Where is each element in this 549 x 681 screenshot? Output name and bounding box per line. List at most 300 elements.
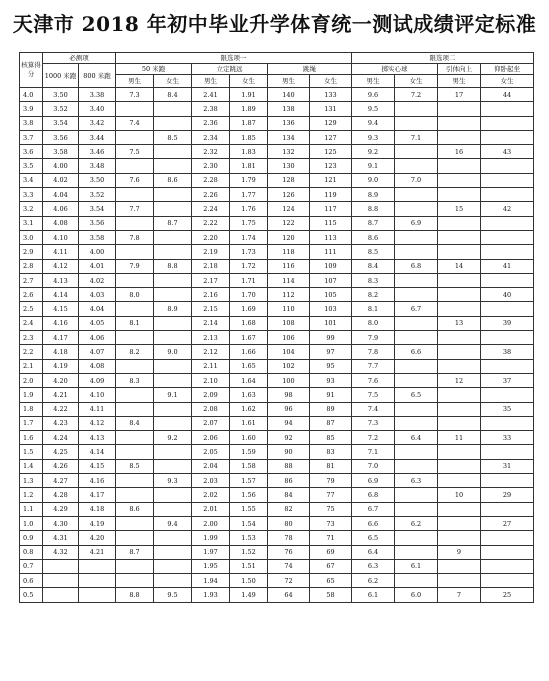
table-cell [116,574,154,588]
score-cell: 1.1 [20,502,43,516]
table-cell: 6.9 [352,474,395,488]
table-row [20,159,534,173]
table-cell: 8.4 [154,88,192,102]
table-cell: 125 [310,145,352,159]
male-header: 男生 [438,75,481,88]
table-cell: 7.3 [352,416,395,430]
table-cell: 1.73 [230,245,268,259]
table-cell: 124 [268,202,310,216]
medicine-ball-header: 掷实心球 [352,64,438,75]
table-cell [481,531,534,545]
table-cell: 25 [481,588,534,602]
table-cell: 8.8 [352,202,395,216]
table-cell: 101 [310,316,352,330]
table-cell: 6.8 [395,259,438,273]
table-cell: 4.28 [43,488,79,502]
table-cell: 1.62 [230,402,268,416]
table-cell: 58 [310,588,352,602]
table-cell: 83 [310,445,352,459]
table-cell [154,102,192,116]
table-cell [395,531,438,545]
score-cell: 2.8 [20,259,43,273]
table-cell [116,159,154,173]
table-cell: 7 [438,588,481,602]
score-cell: 3.6 [20,145,43,159]
table-cell: 1.63 [230,388,268,402]
table-cell: 7.8 [352,345,395,359]
table-cell: 4.17 [43,331,79,345]
table-cell [395,574,438,588]
table-cell [481,502,534,516]
table-cell: 4.26 [43,459,79,473]
table-cell: 2.30 [192,159,230,173]
table-row [20,173,534,187]
table-cell [116,130,154,144]
table-cell: 4.17 [79,488,116,502]
table-cell [438,245,481,259]
score-cell: 2.6 [20,288,43,302]
table-row [20,216,534,230]
table-cell: 110 [268,302,310,316]
table-row [20,302,534,316]
table-cell: 31 [481,459,534,473]
score-cell: 3.0 [20,230,43,244]
score-cell: 3.9 [20,102,43,116]
table-cell: 1.75 [230,216,268,230]
table-cell: 2.00 [192,516,230,530]
table-cell: 121 [310,173,352,187]
table-row [20,459,534,473]
table-cell: 1.81 [230,159,268,173]
table-cell: 4.12 [43,259,79,273]
table-cell [395,273,438,287]
table-cell: 4.01 [79,259,116,273]
table-row [20,88,534,102]
table-cell: 12 [438,373,481,387]
run1000-header: 1000 米跑 [43,64,79,88]
table-cell: 131 [310,102,352,116]
table-cell: 2.03 [192,474,230,488]
table-row [20,116,534,130]
score-cell: 1.9 [20,388,43,402]
table-cell: 4.11 [79,402,116,416]
table-cell: 136 [268,116,310,130]
table-cell: 1.85 [230,130,268,144]
table-cell [116,331,154,345]
table-cell [481,159,534,173]
table-cell: 128 [268,173,310,187]
female-header: 女生 [395,75,438,88]
table-cell: 8.7 [352,216,395,230]
table-cell [395,316,438,330]
table-cell: 2.17 [192,273,230,287]
pull-up-header: 引体向上 [438,64,481,75]
table-cell [481,388,534,402]
female-header: 女生 [310,75,352,88]
table-cell [43,559,79,573]
table-cell: 4.15 [43,302,79,316]
table-cell [395,202,438,216]
table-row [20,359,534,373]
table-cell: 2.12 [192,345,230,359]
table-cell: 9.1 [352,159,395,173]
table-cell [481,359,534,373]
table-cell: 4.12 [79,416,116,430]
table-cell: 2.36 [192,116,230,130]
table-cell: 1.93 [192,588,230,602]
table-cell: 1.69 [230,302,268,316]
table-cell: 96 [268,402,310,416]
score-cell: 1.8 [20,402,43,416]
table-cell: 4.09 [79,373,116,387]
table-cell [116,188,154,202]
table-cell: 1.59 [230,445,268,459]
table-cell: 9.3 [154,474,192,488]
table-row [20,431,534,445]
table-cell [154,230,192,244]
table-cell: 4.13 [79,431,116,445]
table-cell [154,116,192,130]
table-cell [481,116,534,130]
table-cell: 8.6 [352,230,395,244]
table-cell: 7.6 [352,373,395,387]
table-cell: 74 [268,559,310,573]
table-cell [79,574,116,588]
table-cell: 10 [438,488,481,502]
table-cell [438,359,481,373]
table-cell: 81 [310,459,352,473]
table-cell [438,516,481,530]
table-cell: 7.9 [352,331,395,345]
score-cell: 1.6 [20,431,43,445]
table-cell [116,388,154,402]
table-cell: 6.4 [352,545,395,559]
table-cell: 6.2 [395,516,438,530]
male-header: 男生 [116,75,154,88]
table-cell [438,559,481,573]
female-header: 女生 [154,75,192,88]
table-cell [438,345,481,359]
table-cell: 4.02 [79,273,116,287]
table-cell: 4.21 [79,545,116,559]
table-cell [481,331,534,345]
table-cell [79,588,116,602]
table-cell: 3.56 [43,130,79,144]
score-cell: 2.2 [20,345,43,359]
table-cell [154,288,192,302]
table-cell: 42 [481,202,534,216]
table-cell: 4.16 [43,316,79,330]
table-cell: 140 [268,88,310,102]
table-cell: 1.79 [230,173,268,187]
table-cell: 2.02 [192,488,230,502]
table-cell [154,188,192,202]
table-row [20,273,534,287]
table-cell: 7.9 [116,259,154,273]
table-cell: 2.16 [192,288,230,302]
table-cell: 6.3 [395,474,438,488]
table-cell: 2.08 [192,402,230,416]
table-cell [116,488,154,502]
table-cell: 71 [310,531,352,545]
male-header: 男生 [268,75,310,88]
score-cell: 2.1 [20,359,43,373]
table-row [20,259,534,273]
table-cell [395,102,438,116]
table-cell: 4.08 [43,216,79,230]
table-cell: 1.71 [230,273,268,287]
table-cell: 2.07 [192,416,230,430]
table-cell [154,145,192,159]
table-cell: 3.42 [79,116,116,130]
table-cell [79,559,116,573]
table-cell: 2.09 [192,388,230,402]
table-cell [438,402,481,416]
table-cell: 4.06 [79,331,116,345]
table-cell: 9.2 [352,145,395,159]
elective2-group-header: 限选项二 [352,53,534,64]
table-cell: 4.20 [79,531,116,545]
table-cell: 9.1 [154,388,192,402]
table-cell: 104 [268,345,310,359]
table-cell: 1.91 [230,88,268,102]
table-cell: 8.7 [116,545,154,559]
table-row [20,502,534,516]
table-cell: 115 [310,216,352,230]
table-cell: 9.4 [352,116,395,130]
table-cell: 1.72 [230,259,268,273]
score-cell: 4.0 [20,88,43,102]
table-cell: 6.3 [352,559,395,573]
table-cell [395,545,438,559]
table-cell: 4.04 [79,302,116,316]
table-cell [154,273,192,287]
table-cell [395,373,438,387]
table-cell: 9.4 [154,516,192,530]
table-cell [116,273,154,287]
table-cell: 4.00 [43,159,79,173]
table-cell: 4.14 [79,445,116,459]
table-cell: 2.32 [192,145,230,159]
table-cell: 2.20 [192,230,230,244]
table-cell: 67 [310,559,352,573]
table-cell [481,130,534,144]
table-cell: 4.04 [43,188,79,202]
table-cell [438,531,481,545]
score-cell: 0.5 [20,588,43,602]
table-row [20,516,534,530]
table-cell: 116 [268,259,310,273]
table-cell: 2.01 [192,502,230,516]
table-cell: 4.20 [43,373,79,387]
table-cell: 9.6 [352,88,395,102]
table-cell [481,559,534,573]
table-cell [116,359,154,373]
table-cell: 1.87 [230,116,268,130]
long-jump-header: 立定跳远 [192,64,268,75]
table-cell: 120 [268,230,310,244]
table-cell: 2.11 [192,359,230,373]
table-row [20,102,534,116]
table-cell [43,574,79,588]
score-cell: 2.4 [20,316,43,330]
table-cell [481,245,534,259]
table-cell: 27 [481,516,534,530]
table-row [20,331,534,345]
table-cell: 6.8 [352,488,395,502]
table-cell: 7.8 [116,230,154,244]
table-cell: 4.18 [43,345,79,359]
table-cell: 1.61 [230,416,268,430]
table-cell: 65 [310,574,352,588]
table-cell [481,216,534,230]
table-cell [43,588,79,602]
table-row [20,345,534,359]
table-cell: 7.2 [395,88,438,102]
table-cell [481,302,534,316]
table-cell [438,302,481,316]
table-cell: 8.8 [116,588,154,602]
table-cell [481,273,534,287]
table-cell: 138 [268,102,310,116]
table-row [20,488,534,502]
table-cell: 100 [268,373,310,387]
table-cell: 78 [268,531,310,545]
table-cell: 2.41 [192,88,230,102]
table-row [20,145,534,159]
table-cell: 1.57 [230,474,268,488]
table-cell: 2.26 [192,188,230,202]
table-cell: 7.1 [352,445,395,459]
table-cell: 1.95 [192,559,230,573]
table-cell: 4.00 [79,245,116,259]
table-cell [395,445,438,459]
table-cell: 7.1 [395,130,438,144]
table-cell: 3.52 [43,102,79,116]
table-cell: 1.58 [230,459,268,473]
table-cell: 8.0 [116,288,154,302]
table-cell: 3.58 [43,145,79,159]
table-cell: 4.15 [79,459,116,473]
table-cell: 1.52 [230,545,268,559]
table-cell [154,502,192,516]
table-cell: 134 [268,130,310,144]
table-cell [154,488,192,502]
table-cell: 1.76 [230,202,268,216]
table-cell: 2.38 [192,102,230,116]
rope-header: 跳绳 [268,64,352,75]
table-cell: 4.10 [43,230,79,244]
table-cell [154,559,192,573]
table-cell: 114 [268,273,310,287]
table-cell: 1.56 [230,488,268,502]
table-row [20,474,534,488]
female-header: 女生 [230,75,268,88]
table-row [20,531,534,545]
table-cell: 2.05 [192,445,230,459]
table-cell: 130 [268,159,310,173]
table-cell [438,173,481,187]
table-cell: 3.54 [79,202,116,216]
male-header: 男生 [352,75,395,88]
table-cell: 77 [310,488,352,502]
score-cell: 0.9 [20,531,43,545]
table-cell: 4.22 [43,402,79,416]
table-cell: 1.66 [230,345,268,359]
table-cell [395,402,438,416]
table-cell: 1.67 [230,331,268,345]
table-cell: 122 [268,216,310,230]
score-standard-table [19,52,534,603]
table-cell: 8.5 [352,245,395,259]
table-cell: 8.3 [116,373,154,387]
table-cell: 6.0 [395,588,438,602]
table-cell [438,574,481,588]
table-cell: 8.1 [116,316,154,330]
table-cell: 1.49 [230,588,268,602]
table-cell: 85 [310,431,352,445]
table-cell: 72 [268,574,310,588]
table-cell: 7.3 [116,88,154,102]
table-cell: 90 [268,445,310,459]
table-cell [154,459,192,473]
table-row [20,373,534,387]
sit-up-header: 仰卧起坐 [481,64,534,75]
table-cell [438,502,481,516]
table-cell [154,373,192,387]
female-header: 女生 [481,75,534,88]
score-cell: 2.7 [20,273,43,287]
table-cell: 3.56 [79,216,116,230]
table-cell: 43 [481,145,534,159]
run800-header: 800 米跑 [79,64,116,88]
table-cell: 4.24 [43,431,79,445]
table-cell: 4.10 [79,388,116,402]
table-cell: 1.77 [230,188,268,202]
table-cell: 3.54 [43,116,79,130]
table-cell [116,216,154,230]
score-cell: 1.7 [20,416,43,430]
table-cell: 106 [268,331,310,345]
table-cell: 109 [310,259,352,273]
table-cell: 3.50 [79,173,116,187]
table-cell [116,559,154,573]
table-cell: 13 [438,316,481,330]
table-cell: 8.8 [154,259,192,273]
table-cell [395,145,438,159]
score-cell: 1.0 [20,516,43,530]
page-title: 天津市 2018 年初中毕业升学体育统一测试成绩评定标准 [12,12,537,36]
table-cell: 8.4 [352,259,395,273]
table-cell: 41 [481,259,534,273]
table-cell [116,474,154,488]
table-cell [438,474,481,488]
table-cell: 1.65 [230,359,268,373]
table-cell: 1.55 [230,502,268,516]
table-cell: 1.94 [192,574,230,588]
table-cell: 4.30 [43,516,79,530]
table-cell [395,459,438,473]
table-cell [438,416,481,430]
table-cell: 4.06 [43,202,79,216]
table-cell: 4.29 [43,502,79,516]
score-cell: 3.5 [20,159,43,173]
table-cell [116,102,154,116]
table-cell [154,202,192,216]
table-cell [395,488,438,502]
table-cell: 44 [481,88,534,102]
table-cell: 75 [310,502,352,516]
